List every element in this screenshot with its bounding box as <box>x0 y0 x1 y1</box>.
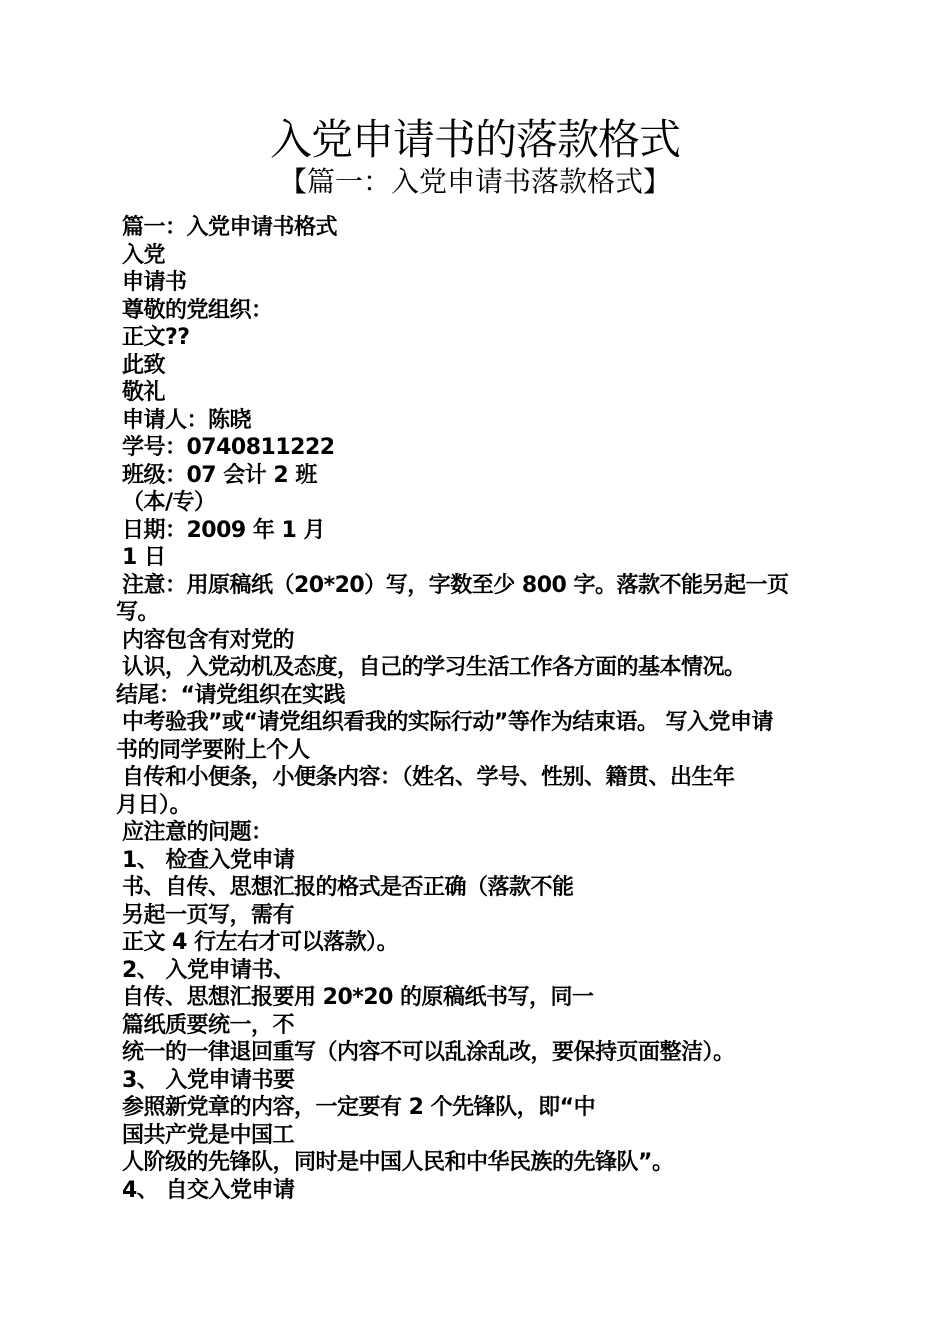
text-line: 尊敬的党组织： <box>122 297 273 323</box>
document-body <box>116 214 846 1204</box>
text-line: 4、 自交入党申请 <box>122 1177 295 1203</box>
text-line: 1 日 <box>122 545 166 570</box>
text-line: （本/专） <box>122 490 216 515</box>
text-line: 敬礼 <box>122 380 166 405</box>
text-line: 学号：0740811222 <box>122 435 335 460</box>
text-line: 篇一：入党申请书格式 <box>122 215 338 240</box>
text-line: 日期：2009 年 1 月 <box>122 517 326 543</box>
text-line: 书的同学要附上个人 <box>116 737 310 763</box>
text-line: 班级：07 会计 2 班 <box>122 462 317 488</box>
text-line: 篇纸质要统一，不 <box>122 1012 295 1038</box>
text-line: 3、 入党申请书要 <box>122 1067 295 1093</box>
text-line: 国共产党是中国工 <box>122 1122 295 1148</box>
text-line: 中考验我”或“请党组织看我的实际行动”等作为结束语。 写入党申请 <box>122 710 774 735</box>
text-line: 入党 <box>122 242 166 268</box>
text-line: 认识，入党动机及态度，自己的学习生活工作各方面的基本情况。 <box>122 655 746 680</box>
text-line: 注意：用原稿纸（20*20）写，字数至少 800 字。落款不能另起一页 <box>122 572 789 598</box>
text-line: 2、 入党申请书、 <box>122 957 295 983</box>
text-line: 申请人：陈晓 <box>122 407 252 433</box>
text-line: 参照新党章的内容，一定要有 2 个先锋队，即“中 <box>122 1095 596 1120</box>
text-line: 正文?? <box>122 325 190 350</box>
text-line: 自传、思想汇报要用 20*20 的原稿纸书写，同一 <box>122 985 594 1010</box>
text-line: 1、 检查入党申请 <box>122 847 295 873</box>
text-line: 书、自传、思想汇报的格式是否正确（落款不能 <box>122 875 574 900</box>
text-line: 结尾：“请党组织在实践 <box>116 682 345 708</box>
text-line: 正文 4 行左右才可以落款）。 <box>122 930 399 955</box>
text-line: 另起一页写，需有 <box>122 902 295 928</box>
text-line: 统一的一律退回重写（内容不可以乱涂乱改，要保持页面整洁）。 <box>122 1040 735 1065</box>
document-subtitle: 【篇一：入党申请书落款格式】 <box>278 165 671 198</box>
text-line: 申请书 <box>122 270 187 295</box>
text-line: 月日）。 <box>116 792 192 818</box>
text-line: 人阶级的先锋队，同时是中国人民和中华民族的先锋队”。 <box>122 1150 674 1175</box>
text-line: 此致 <box>122 352 166 378</box>
text-line: 写。 <box>116 600 160 625</box>
document-title: 入党申请书的落款格式 <box>269 115 680 164</box>
text-line: 应注意的问题： <box>122 820 273 845</box>
text-line: 自传和小便条，小便条内容：（姓名、学号、性别、籍贯、出生年 <box>122 765 735 790</box>
text-line: 内容包含有对党的 <box>122 627 295 653</box>
